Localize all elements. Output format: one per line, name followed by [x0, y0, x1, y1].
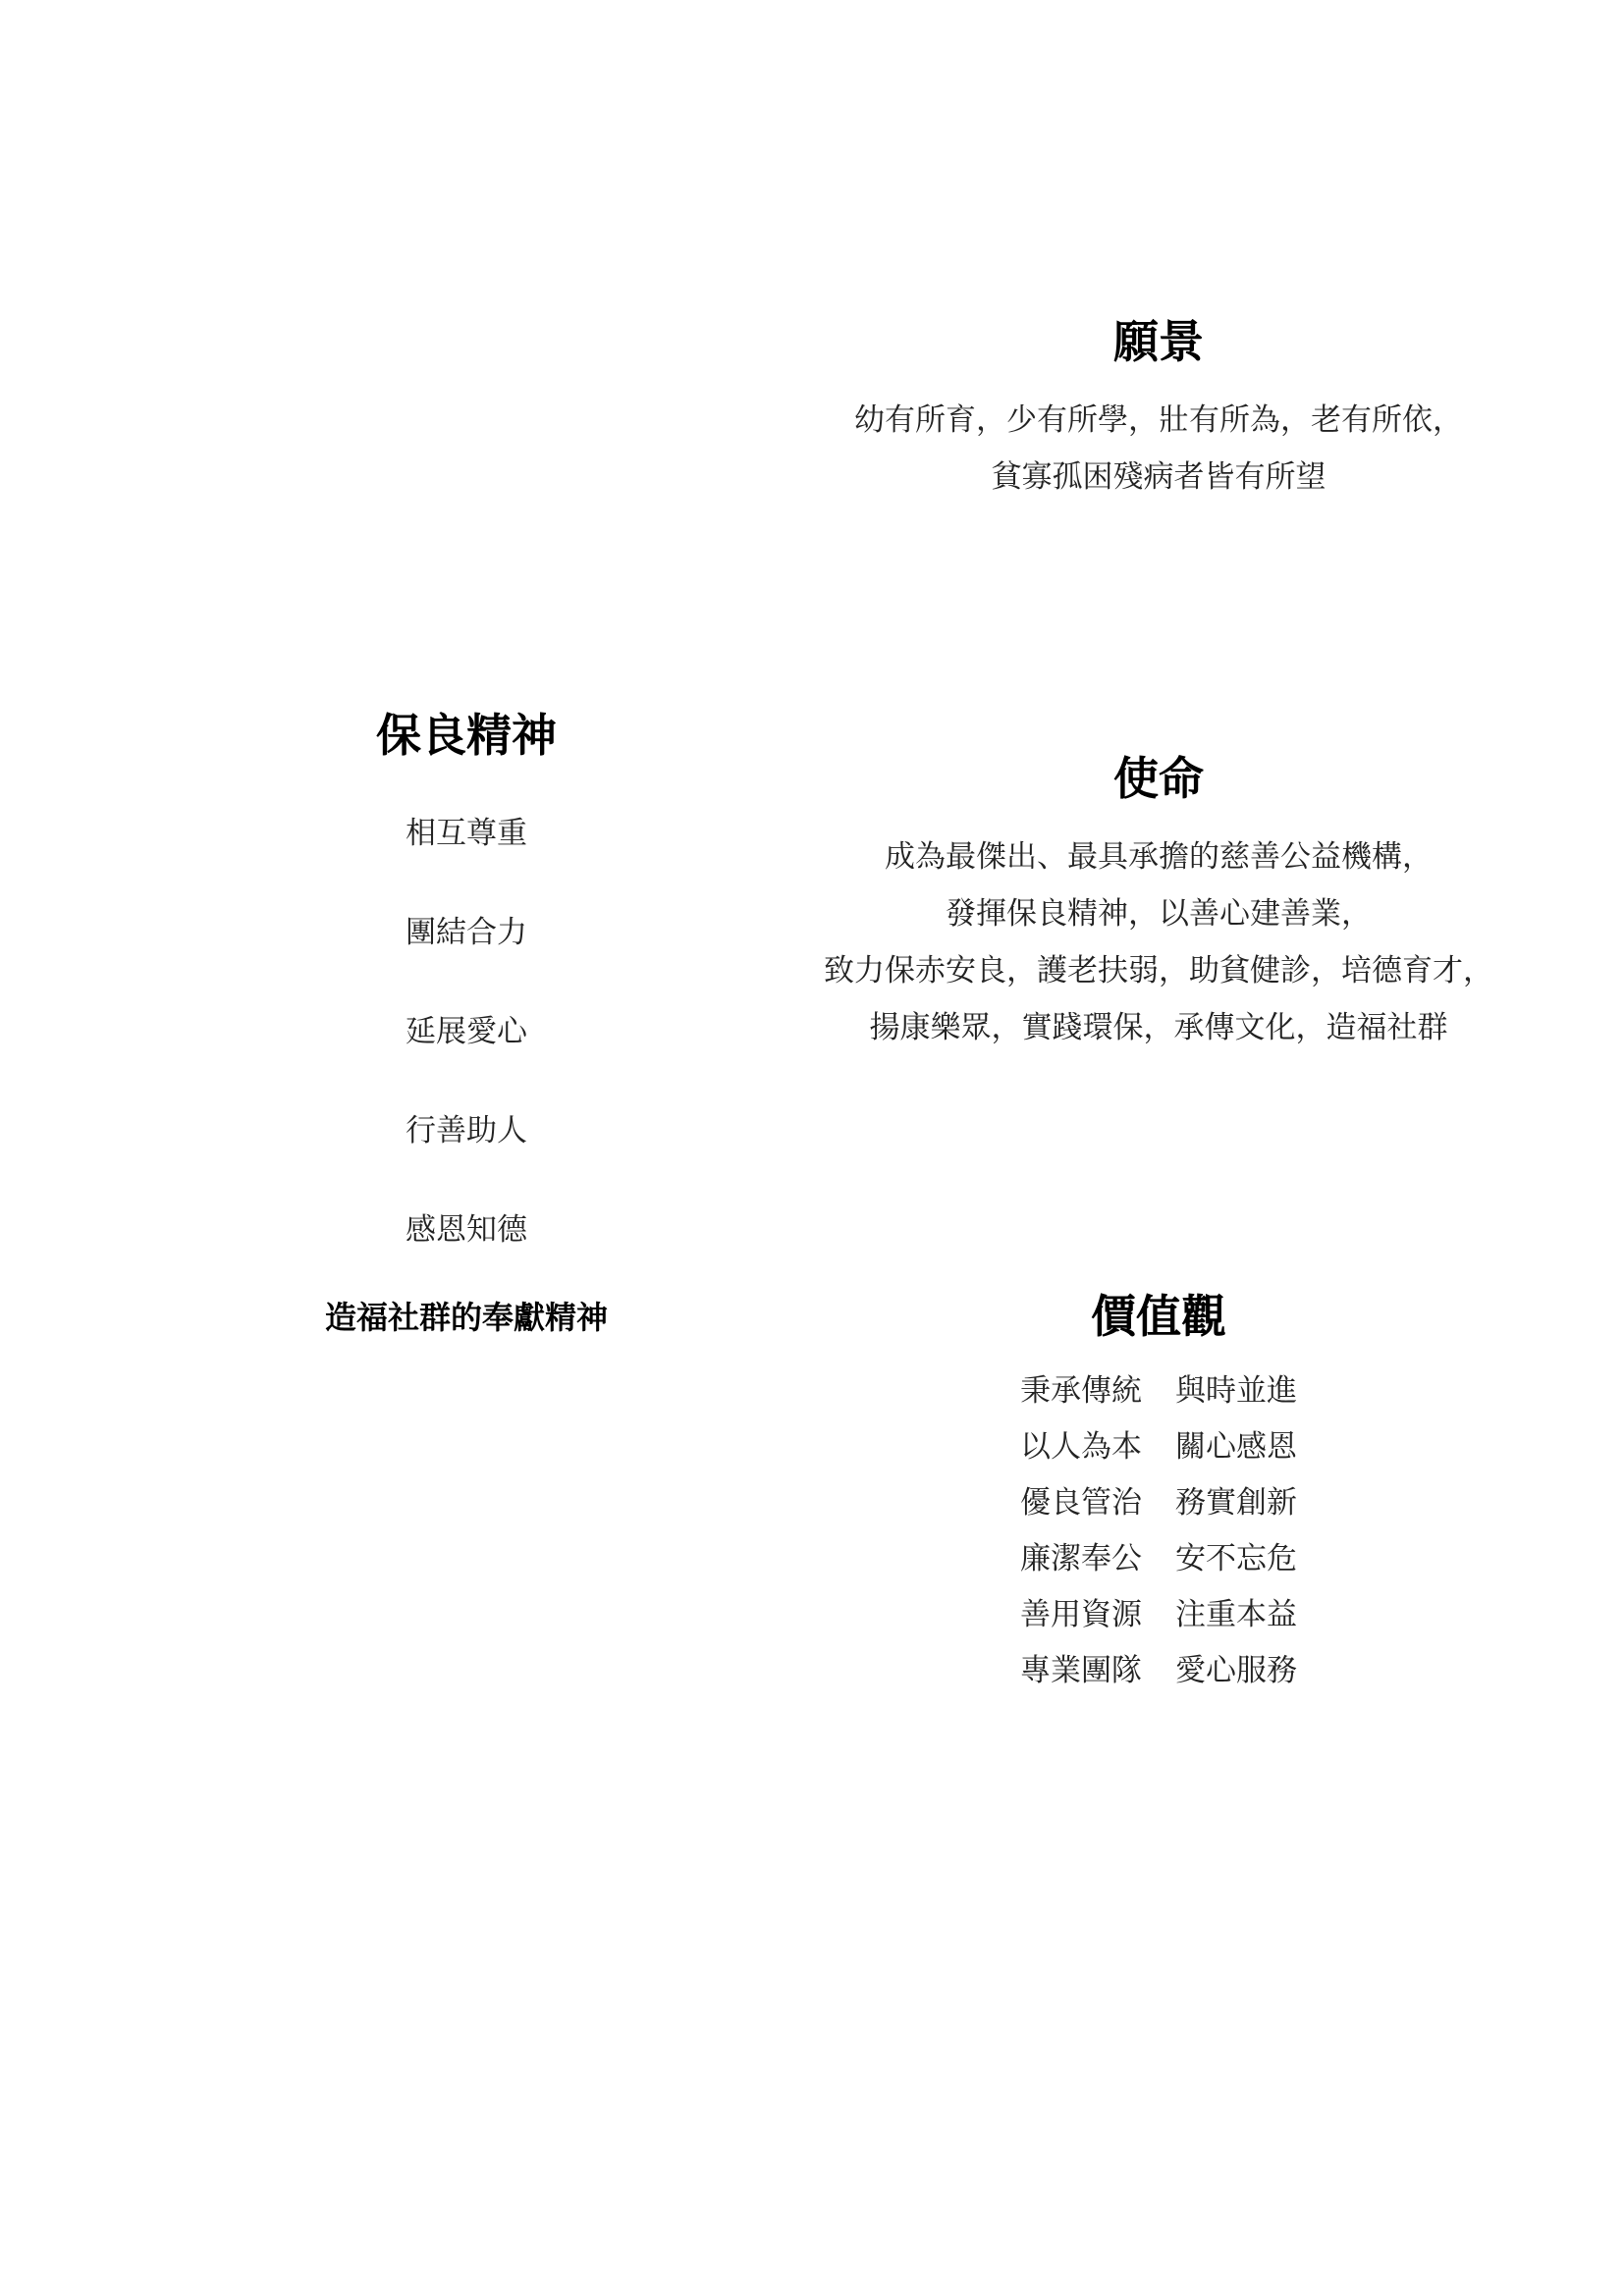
spirit-tagline: 造福社群的奉獻精神 [324, 1299, 608, 1336]
values-row [864, 1429, 1453, 1465]
mission-line: 發揮保良精神，以善心建善業， [946, 896, 1372, 932]
mission-line: 成為最傑出、最具承擔的慈善公益機構， [885, 839, 1433, 875]
values-item: 以人為本 [1020, 1429, 1142, 1465]
values-item: 善用資源 [1020, 1597, 1142, 1632]
mission-line: 揚康樂眾，實踐環保，承傳文化，造福社群 [869, 1010, 1448, 1045]
values-item: 注重本益 [1175, 1597, 1297, 1632]
spirit-item: 感恩知德 [406, 1212, 527, 1248]
values-item: 關心感恩 [1175, 1429, 1297, 1465]
vision-line: 幼有所育，少有所學，壯有所為，老有所依， [854, 402, 1463, 438]
values-item: 務實創新 [1175, 1485, 1297, 1521]
values-section [864, 1290, 1453, 1712]
vision-title: 願景 [1113, 315, 1204, 368]
vision-line: 貧寡孤困殘病者皆有所望 [991, 459, 1326, 495]
values-item: 秉承傳統 [1020, 1373, 1142, 1409]
spirit-item: 團結合力 [406, 915, 527, 950]
mission-title: 使命 [1113, 752, 1204, 805]
mission-section [766, 752, 1551, 1070]
values-item: 優良管治 [1020, 1485, 1142, 1521]
values-row [864, 1653, 1453, 1688]
values-item: 廉潔奉公 [1020, 1541, 1142, 1576]
values-title: 價值觀 [1091, 1290, 1226, 1343]
values-row [864, 1373, 1453, 1409]
vision-section [766, 315, 1551, 519]
values-row [864, 1541, 1453, 1576]
spirit-section [270, 709, 663, 1336]
values-row [864, 1597, 1453, 1632]
spirit-title: 保良精神 [376, 709, 557, 762]
spirit-item: 相互尊重 [406, 816, 527, 851]
values-item: 專業團隊 [1020, 1653, 1142, 1688]
mission-line: 致力保赤安良，護老扶弱，助貧健診，培德育才， [824, 953, 1493, 988]
spirit-item: 行善助人 [406, 1113, 527, 1148]
values-item: 安不忘危 [1175, 1541, 1297, 1576]
spirit-item: 延展愛心 [406, 1014, 527, 1049]
values-item: 與時並進 [1175, 1373, 1297, 1409]
values-row [864, 1485, 1453, 1521]
values-item: 愛心服務 [1175, 1653, 1297, 1688]
